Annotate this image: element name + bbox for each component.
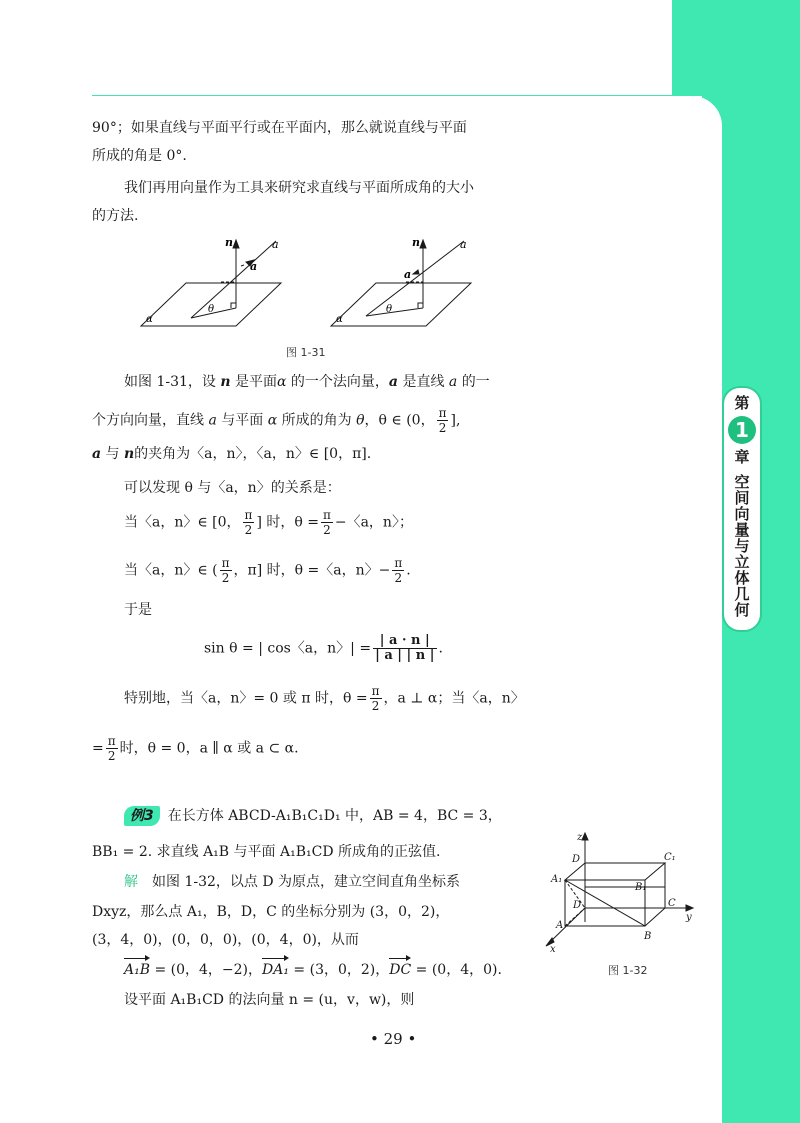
text-line: 于是 [124, 602, 152, 618]
text-line: 可以发现 θ 与〈a，n〉的关系是： [124, 480, 341, 496]
figure-1-31 [136, 236, 496, 336]
text-line: 解 如图 1-32，以点 D 为原点，建立空间直角坐标系 [124, 874, 461, 890]
chapter-number: 1 [728, 416, 756, 444]
example-badge: 例3 [124, 806, 160, 826]
label-theta: θ [386, 304, 393, 315]
text-line: A₁B = (0，4，−2)，DA₁ = (3，0，2)，DC = (0，4，0). [124, 962, 502, 978]
text-line: 特别地，当〈a，n〉= 0 或 π 时，θ = $\frac{\pi}{2}$ ，a ⊥ α；当〈a，n〉 [124, 684, 525, 713]
solution-label: 解 [124, 874, 138, 890]
figure-caption: 图 1-31 [286, 346, 326, 359]
text-line: 当〈a，n〉∈ [0， $\frac{\pi}{2}$ ] 时，θ = $\frac{\pi}{2}$ −〈a，n〉； [124, 508, 413, 537]
figure-caption: 图 1-32 [608, 964, 648, 977]
svg-text:C: C [668, 898, 676, 909]
svg-text:C₁: C₁ [664, 852, 676, 863]
text-line: 设平面 A₁B₁CD 的法向量 n = (u，v，w)，则 [124, 992, 415, 1008]
chapter-label-top: 第 [734, 394, 750, 412]
figure-1-32 [540, 830, 710, 954]
text-line: (3，4，0)，(0，0，0)，(0，4，0)，从而 [92, 932, 359, 948]
chapter-title: 空间向量与立体几何 [732, 474, 751, 618]
figure-labels [550, 832, 692, 954]
svg-text:y: y [686, 912, 692, 923]
label-alpha: α [146, 314, 153, 325]
label-n: n [412, 236, 420, 249]
formula: sin θ = | cos〈a，n〉| = $\frac{| a \cdot n |}{| a | | n |}$ . [204, 633, 443, 663]
text-line: 个方向向量，直线 a 与平面 α 所成的角为 θ，θ ∈ (0， $\frac{\pi}{2}$ ], [92, 406, 461, 435]
page-number: • 29 • [370, 1030, 417, 1048]
svg-text:D: D [573, 900, 582, 911]
svg-text:D: D [572, 854, 581, 865]
label-alpha: α [336, 314, 343, 325]
label-a-vector: a [250, 260, 258, 273]
label-n: n [225, 236, 233, 249]
svg-text:B: B [644, 931, 652, 942]
text-line: 我们再用向量作为工具来研究求直线与平面所成角的大小 [124, 180, 474, 196]
text-line: = $\frac{\pi}{2}$ 时，θ = 0，a ∥ α 或 a ⊂ α. [92, 734, 299, 763]
text-line: 90°；如果直线与平面平行或在平面内，那么就说直线与平面 [92, 120, 467, 136]
text-line: BB₁ = 2. 求直线 A₁B 与平面 A₁B₁CD 所成角的正弦值. [92, 844, 441, 860]
svg-text:A₁: A₁ [551, 874, 563, 885]
label-a-line: a [460, 238, 467, 251]
text-line: a 与 n的夹角为〈a，n〉，〈a，n〉∈ [0，π]. [92, 446, 372, 462]
text-line: 当〈a，n〉∈ ( $\frac{\pi}{2}$ ，π] 时，θ =〈a，n〉− $\frac{\pi}{2}$ . [124, 556, 411, 585]
header-rule [92, 95, 722, 96]
label-a-vector: a [404, 268, 412, 281]
example-heading: 例3 在长方体 ABCD-A₁B₁C₁D₁ 中，AB = 4，BC = 3， [124, 806, 502, 826]
chapter-label-mid: 章 [734, 448, 750, 466]
chapter-marker [722, 386, 762, 632]
label-a-line: a [272, 238, 279, 251]
svg-text:B₁: B₁ [635, 882, 647, 893]
chapter-tab-top [672, 0, 800, 96]
label-theta: θ [208, 304, 215, 315]
text-line: Dxyz，那么点 A₁，B，D，C 的坐标分别为 (3，0，2)， [92, 904, 450, 920]
text-line: 所成的角是 0°. [92, 148, 187, 164]
text-line: 的方法. [92, 208, 139, 224]
svg-text:x: x [550, 944, 556, 954]
svg-text:A: A [556, 920, 564, 931]
svg-text:z: z [577, 832, 583, 843]
text-line: 如图 1-31，设 n 是平面α 的一个法向量，a 是直线 a 的一 [124, 374, 490, 390]
diagram-right [331, 240, 471, 326]
